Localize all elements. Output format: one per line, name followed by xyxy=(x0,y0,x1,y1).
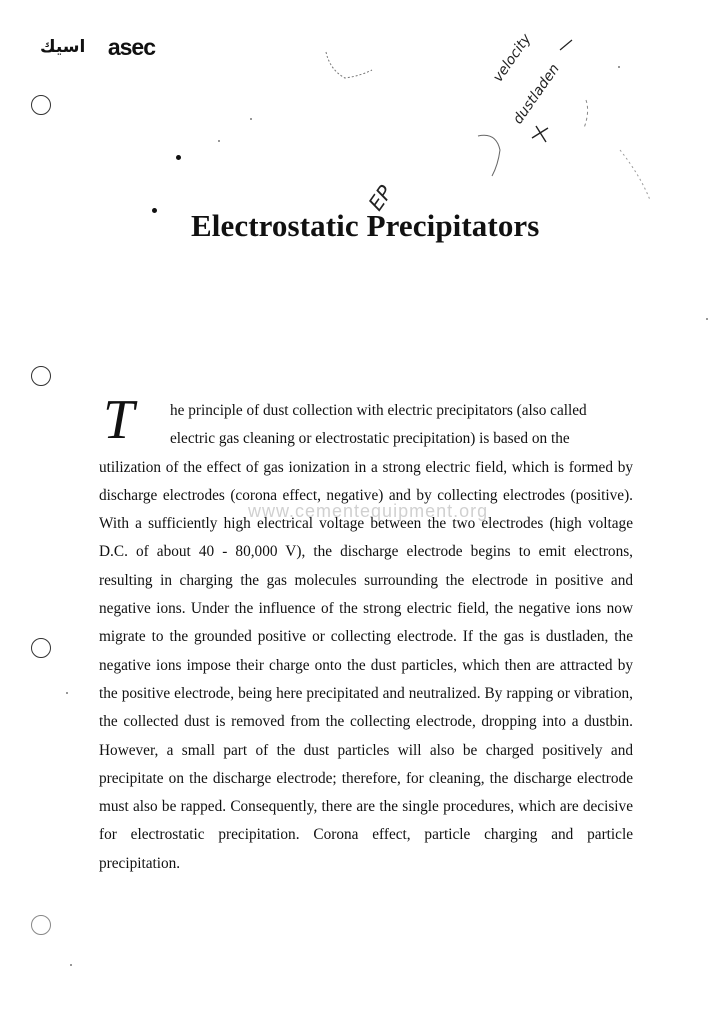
handwritten-note-velocity: velocity xyxy=(490,31,535,86)
paragraph-line-2: electric gas cleaning or electrostatic precipitation) is based on the xyxy=(170,430,570,448)
scan-speck xyxy=(218,140,220,142)
body-paragraph xyxy=(99,397,633,878)
scan-dot xyxy=(152,208,157,213)
scan-dot xyxy=(176,155,181,160)
scan-speck xyxy=(706,318,708,320)
scan-speck xyxy=(250,118,252,120)
handwritten-note-dustladen: dustladen xyxy=(510,61,563,128)
company-logo xyxy=(40,34,155,60)
page-title: Electrostatic Precipitators xyxy=(191,208,540,243)
handwritten-note-ep: EP xyxy=(363,180,398,216)
scan-speck xyxy=(66,692,68,694)
drop-cap: T xyxy=(103,389,135,451)
watermark-text: www.cementequipment.org xyxy=(248,501,489,521)
binder-hole-4 xyxy=(31,915,51,935)
scan-speck xyxy=(618,66,620,68)
paragraph-remainder: utilization of the effect of gas ionization in a strong electric field, which is formed by discharge electrodes (corona effect, negative) and by collecting electrodes (positive). With a sufficiently high electrical voltage between the two electrodes (high voltage D.C. of about 40 - 80,000 V), the discharge electrode begins to emit electrons, resulting in charging the gas molecules surrounding the electrode in positive and negative ions. Under the influence of the strong electric field, the negative ions now migrate to the grounded positive or collecting electrode. If the gas is dustladen, the negative ions impose their charge onto the dust particles, which then are attracted by the positive electrode, being here precipitated and neutralized. By rapping or vibration, the collected dust is removed from the collecting electrode, dropping into a dustbin. However, a small part of the dust particles will also be charged positively and precipitate on the discharge electrode; therefore, for cleaning, the discharge electrode must also be rapped. Consequently, there are the single procedures, which are decisive for electrostatic precipitation. Corona effect, particle charging and particle precipitation. xyxy=(99,458,633,872)
paragraph-line-1: he principle of dust collection with electric precipitators (also called xyxy=(170,402,587,419)
logo-arabic-text: اسيك xyxy=(40,37,86,57)
binder-hole-3 xyxy=(31,638,51,658)
binder-hole-2 xyxy=(31,366,51,386)
logo-latin-text: asec xyxy=(107,34,155,60)
binder-hole-1 xyxy=(31,95,51,115)
scan-speck xyxy=(70,964,72,966)
